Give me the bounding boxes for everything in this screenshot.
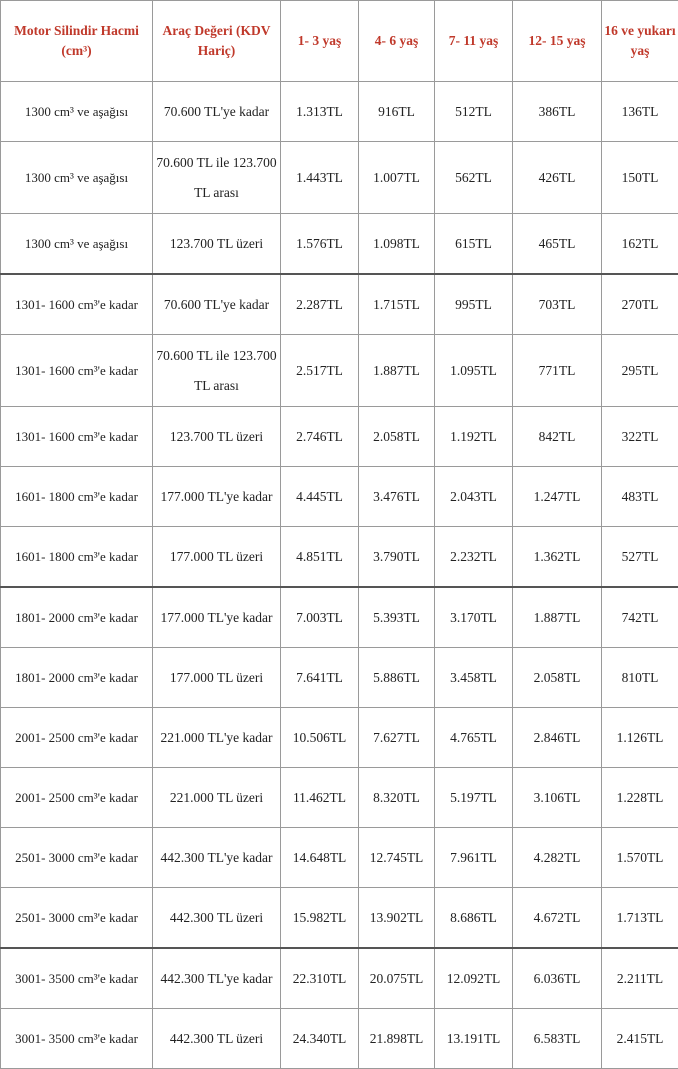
tax-age-7-11-cell: 7.961TL [435, 828, 513, 888]
table-row [1, 948, 678, 1009]
engine-volume-cell: 3001- 3500 cm³'e kadar [1, 1009, 153, 1069]
tax-age-12-15-cell: 426TL [513, 142, 602, 214]
tax-age-4-6-cell: 916TL [359, 82, 435, 142]
tax-age-4-6-cell: 2.058TL [359, 407, 435, 467]
tax-age-12-15-cell: 386TL [513, 82, 602, 142]
table-header [1, 1, 678, 82]
header-age-16-plus: 16 ve yukarı yaş [602, 1, 678, 82]
tax-age-7-11-cell: 995TL [435, 274, 513, 335]
tax-age-1-3-cell: 15.982TL [281, 888, 359, 949]
tax-age-16-plus-cell: 150TL [602, 142, 678, 214]
tax-age-7-11-cell: 562TL [435, 142, 513, 214]
engine-volume-cell: 1301- 1600 cm³'e kadar [1, 274, 153, 335]
header-vehicle-value: Araç Değeri (KDV Hariç) [153, 1, 281, 82]
table-row [1, 467, 678, 527]
tax-age-12-15-cell: 465TL [513, 214, 602, 275]
tax-age-16-plus-cell: 483TL [602, 467, 678, 527]
tax-age-4-6-cell: 8.320TL [359, 768, 435, 828]
tax-age-12-15-cell: 1.887TL [513, 587, 602, 648]
tax-age-16-plus-cell: 270TL [602, 274, 678, 335]
tax-age-16-plus-cell: 162TL [602, 214, 678, 275]
tax-age-1-3-cell: 2.517TL [281, 335, 359, 407]
vehicle-value-cell: 70.600 TL'ye kadar [153, 274, 281, 335]
tax-age-12-15-cell: 4.282TL [513, 828, 602, 888]
vehicle-value-cell: 442.300 TL üzeri [153, 888, 281, 949]
tax-age-7-11-cell: 4.765TL [435, 708, 513, 768]
header-age-7-11: 7- 11 yaş [435, 1, 513, 82]
tax-age-7-11-cell: 5.197TL [435, 768, 513, 828]
vehicle-value-cell: 221.000 TL üzeri [153, 768, 281, 828]
table-row [1, 335, 678, 407]
tax-age-1-3-cell: 2.287TL [281, 274, 359, 335]
tax-age-7-11-cell: 1.095TL [435, 335, 513, 407]
tax-age-1-3-cell: 1.576TL [281, 214, 359, 275]
tax-age-4-6-cell: 3.790TL [359, 527, 435, 588]
table-row [1, 407, 678, 467]
tax-age-12-15-cell: 1.247TL [513, 467, 602, 527]
tax-age-4-6-cell: 13.902TL [359, 888, 435, 949]
table-row [1, 274, 678, 335]
tax-age-4-6-cell: 7.627TL [359, 708, 435, 768]
header-age-1-3: 1- 3 yaş [281, 1, 359, 82]
tax-age-4-6-cell: 1.098TL [359, 214, 435, 275]
tax-age-4-6-cell: 3.476TL [359, 467, 435, 527]
tax-age-12-15-cell: 4.672TL [513, 888, 602, 949]
tax-age-16-plus-cell: 295TL [602, 335, 678, 407]
tax-age-16-plus-cell: 1.228TL [602, 768, 678, 828]
tax-age-12-15-cell: 1.362TL [513, 527, 602, 588]
tax-age-7-11-cell: 13.191TL [435, 1009, 513, 1069]
engine-volume-cell: 1801- 2000 cm³'e kadar [1, 648, 153, 708]
tax-age-1-3-cell: 1.443TL [281, 142, 359, 214]
tax-age-1-3-cell: 4.851TL [281, 527, 359, 588]
tax-age-4-6-cell: 21.898TL [359, 1009, 435, 1069]
tax-age-16-plus-cell: 1.570TL [602, 828, 678, 888]
tax-age-16-plus-cell: 2.415TL [602, 1009, 678, 1069]
table-row [1, 648, 678, 708]
tax-age-1-3-cell: 2.746TL [281, 407, 359, 467]
engine-volume-cell: 1601- 1800 cm³'e kadar [1, 527, 153, 588]
vehicle-value-cell: 70.600 TL'ye kadar [153, 82, 281, 142]
vehicle-value-cell: 442.300 TL üzeri [153, 1009, 281, 1069]
engine-volume-cell: 1301- 1600 cm³'e kadar [1, 407, 153, 467]
engine-volume-cell: 1300 cm³ ve aşağısı [1, 82, 153, 142]
tax-age-7-11-cell: 3.170TL [435, 587, 513, 648]
tax-age-1-3-cell: 24.340TL [281, 1009, 359, 1069]
tax-age-1-3-cell: 22.310TL [281, 948, 359, 1009]
tax-age-4-6-cell: 20.075TL [359, 948, 435, 1009]
tax-age-1-3-cell: 7.641TL [281, 648, 359, 708]
vehicle-value-cell: 177.000 TL'ye kadar [153, 467, 281, 527]
engine-volume-cell: 2001- 2500 cm³'e kadar [1, 768, 153, 828]
tax-age-7-11-cell: 2.043TL [435, 467, 513, 527]
tax-age-7-11-cell: 8.686TL [435, 888, 513, 949]
tax-age-4-6-cell: 1.007TL [359, 142, 435, 214]
engine-volume-cell: 2501- 3000 cm³'e kadar [1, 828, 153, 888]
tax-age-1-3-cell: 14.648TL [281, 828, 359, 888]
table-row [1, 708, 678, 768]
tax-age-4-6-cell: 1.887TL [359, 335, 435, 407]
engine-volume-cell: 1300 cm³ ve aşağısı [1, 142, 153, 214]
tax-age-12-15-cell: 771TL [513, 335, 602, 407]
vehicle-value-cell: 442.300 TL'ye kadar [153, 828, 281, 888]
tax-age-1-3-cell: 1.313TL [281, 82, 359, 142]
tax-age-16-plus-cell: 1.126TL [602, 708, 678, 768]
table-row [1, 587, 678, 648]
tax-age-1-3-cell: 7.003TL [281, 587, 359, 648]
engine-volume-cell: 1300 cm³ ve aşağısı [1, 214, 153, 275]
tax-age-1-3-cell: 11.462TL [281, 768, 359, 828]
tax-age-16-plus-cell: 2.211TL [602, 948, 678, 1009]
tax-age-4-6-cell: 5.393TL [359, 587, 435, 648]
tax-age-7-11-cell: 1.192TL [435, 407, 513, 467]
table-row [1, 768, 678, 828]
tax-age-7-11-cell: 512TL [435, 82, 513, 142]
tax-age-16-plus-cell: 322TL [602, 407, 678, 467]
tax-age-12-15-cell: 703TL [513, 274, 602, 335]
engine-volume-cell: 1801- 2000 cm³'e kadar [1, 587, 153, 648]
header-age-12-15: 12- 15 yaş [513, 1, 602, 82]
tax-age-16-plus-cell: 136TL [602, 82, 678, 142]
tax-age-12-15-cell: 3.106TL [513, 768, 602, 828]
header-age-4-6: 4- 6 yaş [359, 1, 435, 82]
tax-age-12-15-cell: 842TL [513, 407, 602, 467]
vehicle-value-cell: 70.600 TL ile 123.700 TL arası [153, 142, 281, 214]
tax-age-1-3-cell: 4.445TL [281, 467, 359, 527]
tax-age-7-11-cell: 3.458TL [435, 648, 513, 708]
table-row [1, 527, 678, 588]
vehicle-value-cell: 70.600 TL ile 123.700 TL arası [153, 335, 281, 407]
engine-volume-cell: 3001- 3500 cm³'e kadar [1, 948, 153, 1009]
tax-age-12-15-cell: 2.846TL [513, 708, 602, 768]
tax-age-4-6-cell: 12.745TL [359, 828, 435, 888]
table-row [1, 214, 678, 275]
vehicle-value-cell: 177.000 TL'ye kadar [153, 587, 281, 648]
tax-age-16-plus-cell: 742TL [602, 587, 678, 648]
vehicle-value-cell: 221.000 TL'ye kadar [153, 708, 281, 768]
tax-age-7-11-cell: 12.092TL [435, 948, 513, 1009]
tax-age-16-plus-cell: 810TL [602, 648, 678, 708]
tax-age-12-15-cell: 6.583TL [513, 1009, 602, 1069]
tax-age-16-plus-cell: 527TL [602, 527, 678, 588]
table-row [1, 1009, 678, 1069]
engine-volume-cell: 1301- 1600 cm³'e kadar [1, 335, 153, 407]
tax-age-7-11-cell: 615TL [435, 214, 513, 275]
vehicle-value-cell: 177.000 TL üzeri [153, 527, 281, 588]
vehicle-value-cell: 123.700 TL üzeri [153, 407, 281, 467]
table-row [1, 142, 678, 214]
tax-age-16-plus-cell: 1.713TL [602, 888, 678, 949]
tax-age-12-15-cell: 2.058TL [513, 648, 602, 708]
table-row [1, 82, 678, 142]
tax-age-1-3-cell: 10.506TL [281, 708, 359, 768]
tax-age-4-6-cell: 5.886TL [359, 648, 435, 708]
tax-age-12-15-cell: 6.036TL [513, 948, 602, 1009]
vehicle-value-cell: 123.700 TL üzeri [153, 214, 281, 275]
vehicle-value-cell: 177.000 TL üzeri [153, 648, 281, 708]
tax-age-4-6-cell: 1.715TL [359, 274, 435, 335]
table-row [1, 888, 678, 949]
header-row [1, 1, 678, 82]
engine-volume-cell: 1601- 1800 cm³'e kadar [1, 467, 153, 527]
engine-volume-cell: 2001- 2500 cm³'e kadar [1, 708, 153, 768]
table-body [1, 82, 678, 1069]
header-engine-volume: Motor Silindir Hacmi (cm³) [1, 1, 153, 82]
engine-volume-cell: 2501- 3000 cm³'e kadar [1, 888, 153, 949]
vehicle-value-cell: 442.300 TL'ye kadar [153, 948, 281, 1009]
table-row [1, 828, 678, 888]
tax-age-7-11-cell: 2.232TL [435, 527, 513, 588]
